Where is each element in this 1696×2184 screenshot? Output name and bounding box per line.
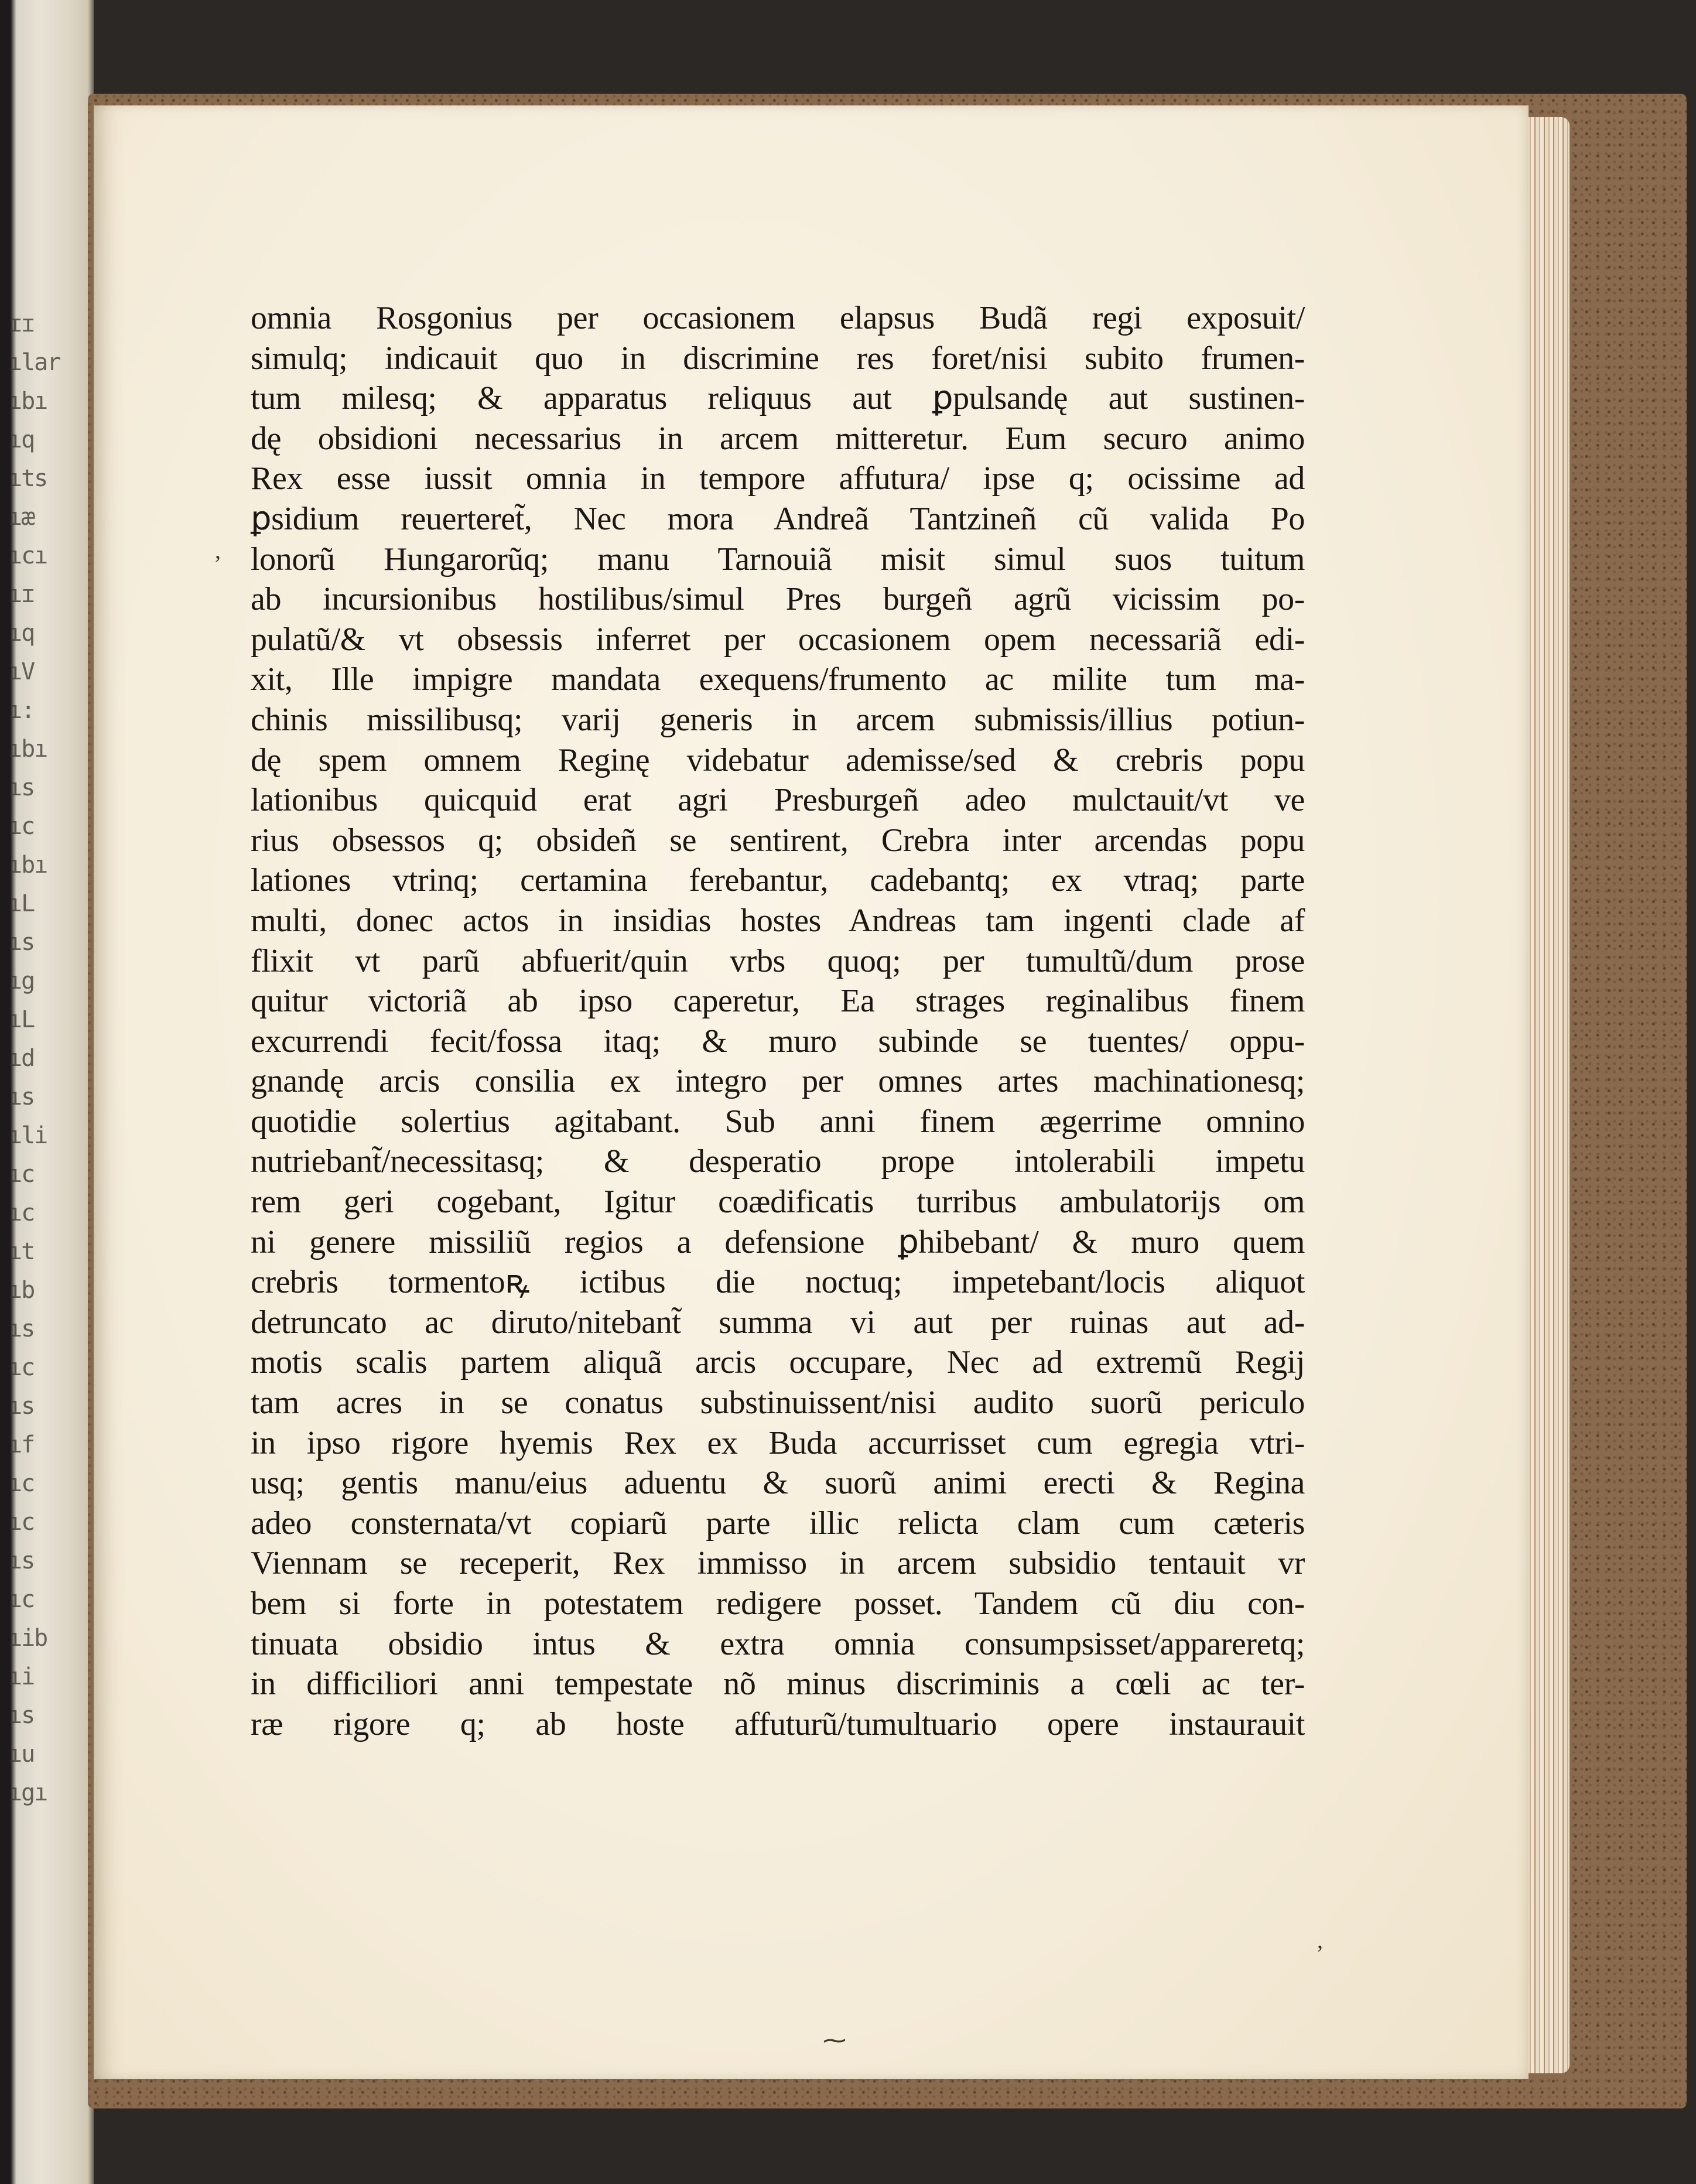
text-line: tum milesq; & apparatus reliquus aut ꝑpulsandę aut sustinen- xyxy=(251,380,1305,417)
margin-mark: ʼ xyxy=(214,551,222,577)
facing-page-fragment: ıbı xyxy=(8,388,47,415)
text-line: chinis missilibusq; varij generis in arcem submissis/illius potiun- xyxy=(251,701,1305,738)
facing-page-fragment: ıs xyxy=(8,774,35,801)
facing-page-fragments xyxy=(8,305,67,1812)
facing-page-fragment: ıd xyxy=(8,1045,35,1072)
facing-page-fragment: ı: xyxy=(8,697,35,724)
text-line: excurrendi fecit/fossa itaq; & muro subinde se tuentes/ oppu- xyxy=(251,1023,1305,1059)
text-line: quitur victoriã ab ipso caperetur, Ea strages reginalibus finem xyxy=(251,983,1305,1020)
facing-page-fragment: ıli xyxy=(8,1122,47,1149)
facing-page-fragment: ıg xyxy=(8,968,35,994)
facing-page-fragment: ıc xyxy=(8,813,35,840)
text-line: rius obsessos q; obsideñ se sentirent, Crebra inter arcendas popu xyxy=(251,822,1305,859)
text-line: crebris tormentoꝶ ictibus die noctuq; impetebant/locis aliquot xyxy=(251,1264,1305,1301)
facing-page-fragment: ıi xyxy=(8,1663,35,1690)
printed-text-block xyxy=(251,298,1305,1744)
facing-page-fragment: ıbı xyxy=(8,852,47,879)
facing-page-fragment: ɪɪ xyxy=(8,310,35,337)
text-line: pulatũ/& vt obsessis inferret per occasionem opem necessariã edi- xyxy=(251,621,1305,658)
facing-page-fragment: ıts xyxy=(8,465,47,492)
text-line: omnia Rosgonius per occasionem elapsus Budã regi exposuit/ xyxy=(251,300,1305,336)
facing-page-fragment: ıcı xyxy=(8,542,47,569)
text-line: Rex esse iussit omnia in tempore affutura/ ipse q; ocissime ad xyxy=(251,460,1305,497)
text-line: detruncato ac diruto/nitebant̃ summa vi aut per ruinas aut ad- xyxy=(251,1304,1305,1341)
facing-page-fragment: ıq xyxy=(8,426,35,453)
text-line: multi, donec actos in insidias hostes Andreas tam ingenti clade af xyxy=(251,902,1305,939)
facing-page-fragment: ıu xyxy=(8,1741,35,1768)
text-line: gnandę arcis consilia ex integro per omnes artes machinationesq; xyxy=(251,1063,1305,1100)
text-line: adeo consternata/vt copiarũ parte illic relicta clam cum cæteris xyxy=(251,1505,1305,1542)
facing-page-fragment: ıs xyxy=(8,929,35,956)
facing-page-fragment: ıV xyxy=(8,658,35,685)
facing-page-fragment: ıgı xyxy=(8,1779,47,1806)
facing-page-fragment: ıL xyxy=(8,890,35,917)
facing-page-fragment: ıL xyxy=(8,1006,35,1033)
facing-page-fragment: ıc xyxy=(8,1509,35,1536)
facing-page-fragment: ıbı xyxy=(8,736,47,763)
facing-page-fragment: ıc xyxy=(8,1199,35,1226)
facing-page-fragment: ıc xyxy=(8,1470,35,1497)
facing-page-fragment: ıs xyxy=(8,1315,35,1342)
text-line: simulq; indicauit quo in discrimine res foret/nisi subito frumen- xyxy=(251,340,1305,377)
facing-page-fragment: ıɪ xyxy=(8,581,35,608)
facing-page-fragment: ıs xyxy=(8,1547,35,1574)
margin-mark: ⁓ xyxy=(823,2027,846,2053)
facing-page-fragment: ıs xyxy=(8,1393,35,1420)
facing-page-fragment: ıq xyxy=(8,620,35,647)
facing-page-fragment: ıc xyxy=(8,1161,35,1188)
facing-page-fragment: ıt xyxy=(8,1238,35,1265)
text-line: tinuata obsidio intus & extra omnia consumpsisset/appareretq; xyxy=(251,1625,1305,1662)
text-line: ni genere missiliũ regios a defensione ꝑhibebant/ & muro quem xyxy=(251,1223,1305,1260)
text-line: lationes vtrinq; certamina ferebantur, cadebantq; ex vtraq; parte xyxy=(251,862,1305,899)
facing-page-fragment: ıæ xyxy=(8,504,35,531)
text-line: bem si forte in potestatem redigere posset. Tandem cũ diu con- xyxy=(251,1585,1305,1622)
text-line: motis scalis partem aliquã arcis occupare, Nec ad extremũ Regij xyxy=(251,1344,1305,1381)
text-line: lonorũ Hungarorũq; manu Tarnouiã misit simul suos tuitum xyxy=(251,541,1305,577)
text-line: Viennam se receperit, Rex immisso in arcem subsidio tentauit vr xyxy=(251,1545,1305,1582)
facing-page-fragment: ılar xyxy=(8,349,60,376)
margin-mark: ʼ xyxy=(1316,1940,1324,1967)
facing-page-edge xyxy=(0,0,94,2184)
facing-page-fragment: ıf xyxy=(8,1431,35,1458)
text-line: in ipso rigore hyemis Rex ex Buda accurrisset cum egregia vtri- xyxy=(251,1424,1305,1461)
text-line: ꝑsidium reuerteret̃, Nec mora Andreã Tantzineñ cũ valida Po xyxy=(251,500,1305,537)
facing-page-fragment: ıs xyxy=(8,1084,35,1110)
facing-page-fragment: ıib xyxy=(8,1625,47,1652)
text-line: nutriebant̃/necessitasq; & desperatio prope intolerabili impetu xyxy=(251,1143,1305,1180)
text-line: in difficiliori anni tempestate nõ minus discriminis a cœli ac ter- xyxy=(251,1666,1305,1703)
text-line: rem geri cogebant, Igitur coædificatis turribus ambulatorijs om xyxy=(251,1184,1305,1221)
book-page xyxy=(94,105,1529,2079)
facing-page-fragment: ıb xyxy=(8,1277,35,1304)
facing-page-fragment: ıs xyxy=(8,1702,35,1729)
text-line: dę obsidioni necessarius in arcem mitteretur. Eum securo animo xyxy=(251,420,1305,457)
text-line: tam acres in se conatus substinuissent/nisi audito suorũ periculo xyxy=(251,1385,1305,1421)
text-line: ræ rigore q; ab hoste affuturũ/tumultuario opere instaurauit xyxy=(251,1705,1305,1742)
facing-page-fragment: ıc xyxy=(8,1354,35,1381)
text-line: xit, Ille impigre mandata exequens/frumento ac milite tum ma- xyxy=(251,661,1305,698)
text-line: usq; gentis manu/eius aduentu & suorũ animi erecti & Regina xyxy=(251,1465,1305,1502)
text-line: ab incursionibus hostilibus/simul Pres burgeñ agrũ vicissim po- xyxy=(251,581,1305,618)
text-line: flixit vt parũ abfuerit/quin vrbs quoq; per tumultũ/dum prose xyxy=(251,942,1305,979)
text-line: dę spem omnem Reginę videbatur ademisse/sed & crebris popu xyxy=(251,741,1305,778)
text-line: lationibus quicquid erat agri Presburgeñ adeo mulctauit/vt ve xyxy=(251,782,1305,819)
facing-page-fragment: ıc xyxy=(8,1586,35,1613)
text-line: quotidie solertius agitabant. Sub anni finem ægerrime omnino xyxy=(251,1103,1305,1140)
